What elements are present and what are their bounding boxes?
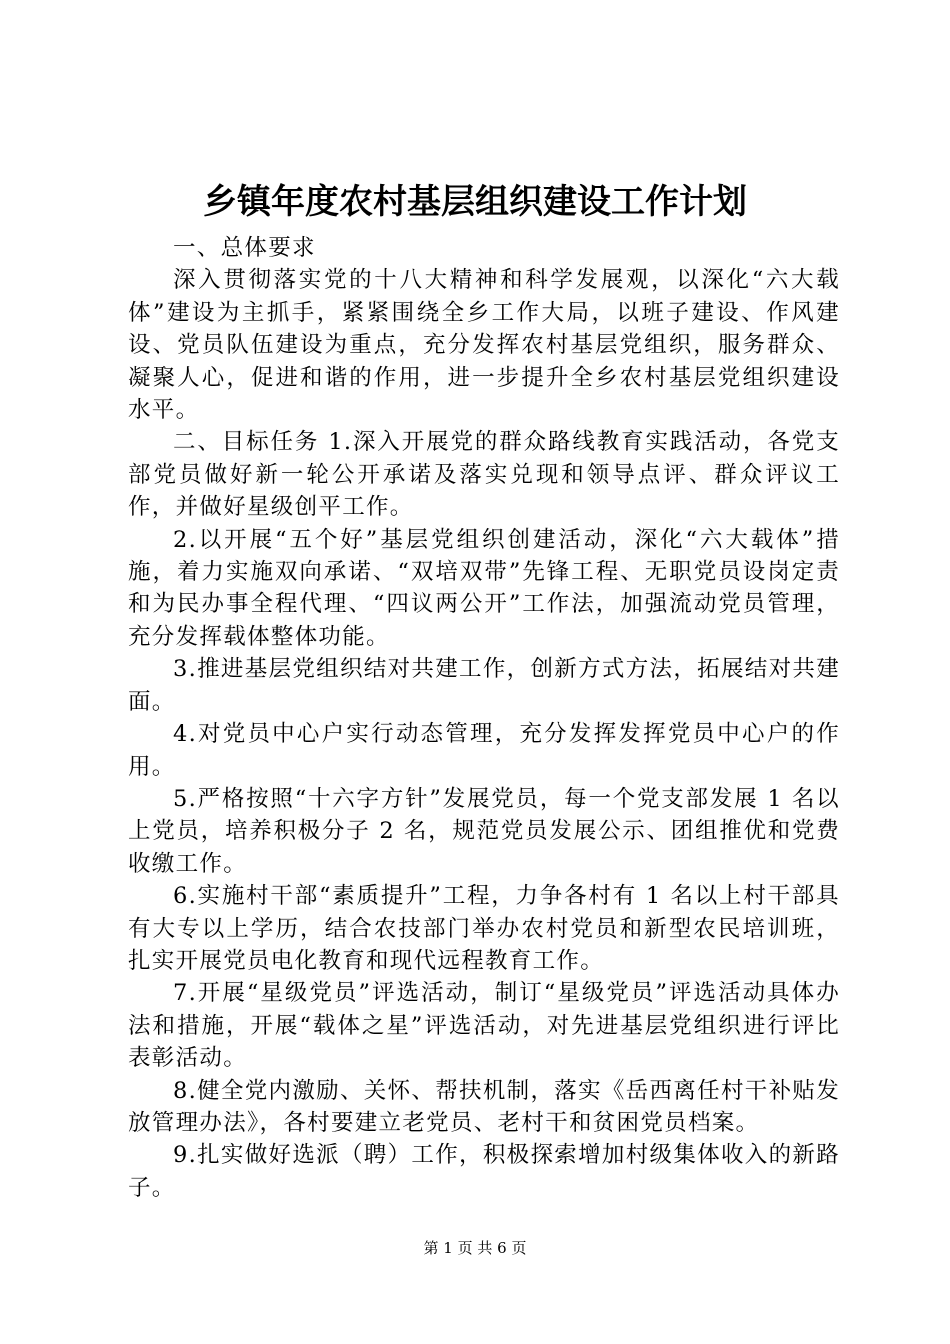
document-body [128, 232, 840, 1204]
paragraph-goal-7: 7.开展“星级党员”评选活动，制订“星级党员”评选活动具体办法和措施，开展“载体之星”评选活动，对先进基层党组织进行评比表彰活动。 [128, 980, 840, 1072]
paragraph-goal-2: 2.以开展“五个好”基层党组织创建活动，深化“六大载体”措施，着力实施双向承诺、“双培双带”先锋工程、无职党员设岗定责和为民办事全程代理、“四议两公开”工作法，加强流动党员管理，充分发挥载体整体功能。 [128, 526, 840, 650]
paragraph-goal-8: 8.健全党内激励、关怀、帮扶机制，落实《岳西离任村干补贴发放管理办法》，各村要建立老党员、老村干和贫困党员档案。 [128, 1077, 840, 1136]
section-heading-general-requirements: 一、总体要求 [173, 235, 316, 261]
paragraph-goal-4: 4.对党员中心户实行动态管理，充分发挥发挥党员中心户的作用。 [128, 721, 840, 780]
paragraph-general-requirements: 深入贯彻落实党的十八大精神和科学发展观，以深化“六大载体”建设为主抓手，紧紧围绕全乡工作大局，以班子建设、作风建设、党员队伍建设为重点，充分发挥农村基层党组织，服务群众、凝聚人心，促进和谐的作用，进一步提升全乡农村基层党组织建设水平。 [128, 267, 840, 424]
paragraph-goal-9: 9.扎实做好选派（聘）工作，积极探索增加村级集体收入的新路子。 [128, 1142, 840, 1201]
paragraph-goal-6: 6.实施村干部“素质提升”工程，力争各村有 1 名以上村干部具有大专以上学历，结合农技部门举办农村党员和新型农民培训班，扎实开展党员电化教育和现代远程教育工作。 [128, 883, 840, 974]
document-title: 乡镇年度农村基层组织建设工作计划 [203, 182, 747, 222]
paragraph-goal-5: 5.严格按照“十六字方针”发展党员，每一个党支部发展 1 名以上党员，培养积极分子 2 名，规范党员发展公示、团组推优和党费收缴工作。 [128, 785, 840, 877]
page-number-footer: 第 1 页 共 6 页 [423, 1239, 527, 1257]
paragraph-goal-1: 二、目标任务 1.深入开展党的群众路线教育实践活动，各党支部党员做好新一轮公开承诺及落实兑现和领导点评、群众评议工作，并做好星级创平工作。 [128, 429, 840, 521]
paragraph-goal-3: 3.推进基层党组织结对共建工作，创新方式方法，拓展结对共建面。 [128, 656, 840, 715]
